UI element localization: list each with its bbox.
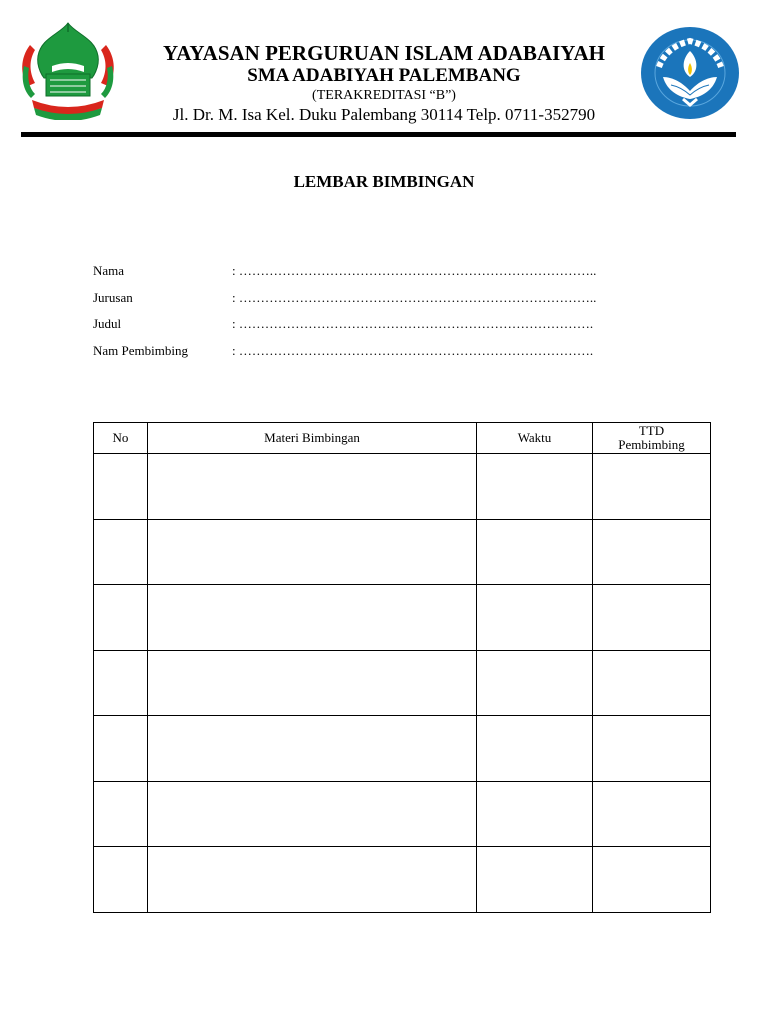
field-label: Nam Pembimbing (93, 342, 188, 358)
cell-no (94, 847, 148, 913)
col-header-waktu: Waktu (477, 423, 593, 454)
cell-ttd (593, 847, 711, 913)
cell-no (94, 519, 148, 585)
letterhead-divider (21, 132, 736, 137)
cell-ttd (593, 650, 711, 716)
tut-wuri-handayani-logo (639, 25, 741, 121)
cell-ttd (593, 454, 711, 520)
cell-no (94, 585, 148, 651)
cell-materi (148, 716, 477, 782)
field-blank: : ……………………………………………………………………….. (232, 289, 597, 305)
cell-materi (148, 454, 477, 520)
accreditation-note: (TERAKREDITASI “B”) (312, 88, 456, 103)
field-blank: : ……………………………………………………………………….. (232, 263, 597, 278)
cell-no (94, 716, 148, 782)
table-row (94, 585, 711, 651)
cell-materi (148, 650, 477, 716)
cell-waktu (477, 716, 593, 782)
school-address: Jl. Dr. M. Isa Kel. Duku Palembang 30114 Telp. 0711-352790 (172, 105, 596, 124)
cell-ttd (593, 585, 711, 651)
col-header-ttd-line2: Pembimbing (618, 437, 685, 452)
foundation-name: YAYASAN PERGURUAN ISLAM ADABAIYAH (162, 41, 606, 65)
cell-materi (148, 847, 477, 913)
table-row (94, 519, 711, 585)
form-title: LEMBAR BIMBINGAN (293, 172, 475, 191)
col-header-ttd-line1: TTD (638, 423, 665, 438)
cell-waktu (477, 585, 593, 651)
ypi-adabiyah-logo-icon (18, 20, 118, 120)
field-blank: : ………………………………………………………………………. (232, 316, 594, 331)
cell-no (94, 650, 148, 716)
cell-waktu (477, 847, 593, 913)
cell-ttd (593, 519, 711, 585)
cell-no (94, 454, 148, 520)
guidance-table (93, 422, 711, 913)
field-label: Nama (93, 263, 125, 278)
cell-waktu (477, 519, 593, 585)
cell-ttd (593, 781, 711, 847)
col-header-no: No (94, 423, 148, 454)
cell-materi (148, 585, 477, 651)
cell-ttd (593, 716, 711, 782)
field-label: Jurusan (93, 289, 133, 305)
col-header-ttd (593, 423, 711, 454)
table-row (94, 650, 711, 716)
field-label: Judul (93, 316, 122, 331)
tut-wuri-handayani-logo-icon (639, 25, 741, 121)
cell-materi (148, 781, 477, 847)
field-blank: : ………………………………………………………………………. (232, 342, 594, 358)
table-row (94, 454, 711, 520)
letterhead (120, 42, 648, 125)
col-header-materi: Materi Bimbingan (148, 423, 477, 454)
table-row (94, 716, 711, 782)
table-body (94, 454, 711, 913)
table-row (94, 847, 711, 913)
table-row (94, 781, 711, 847)
table-header-row (94, 423, 711, 454)
cell-no (94, 781, 148, 847)
cell-materi (148, 519, 477, 585)
cell-waktu (477, 650, 593, 716)
cell-waktu (477, 781, 593, 847)
ypi-adabiyah-logo (18, 20, 118, 120)
cell-waktu (477, 454, 593, 520)
school-name: SMA ADABIYAH PALEMBANG (247, 65, 521, 86)
